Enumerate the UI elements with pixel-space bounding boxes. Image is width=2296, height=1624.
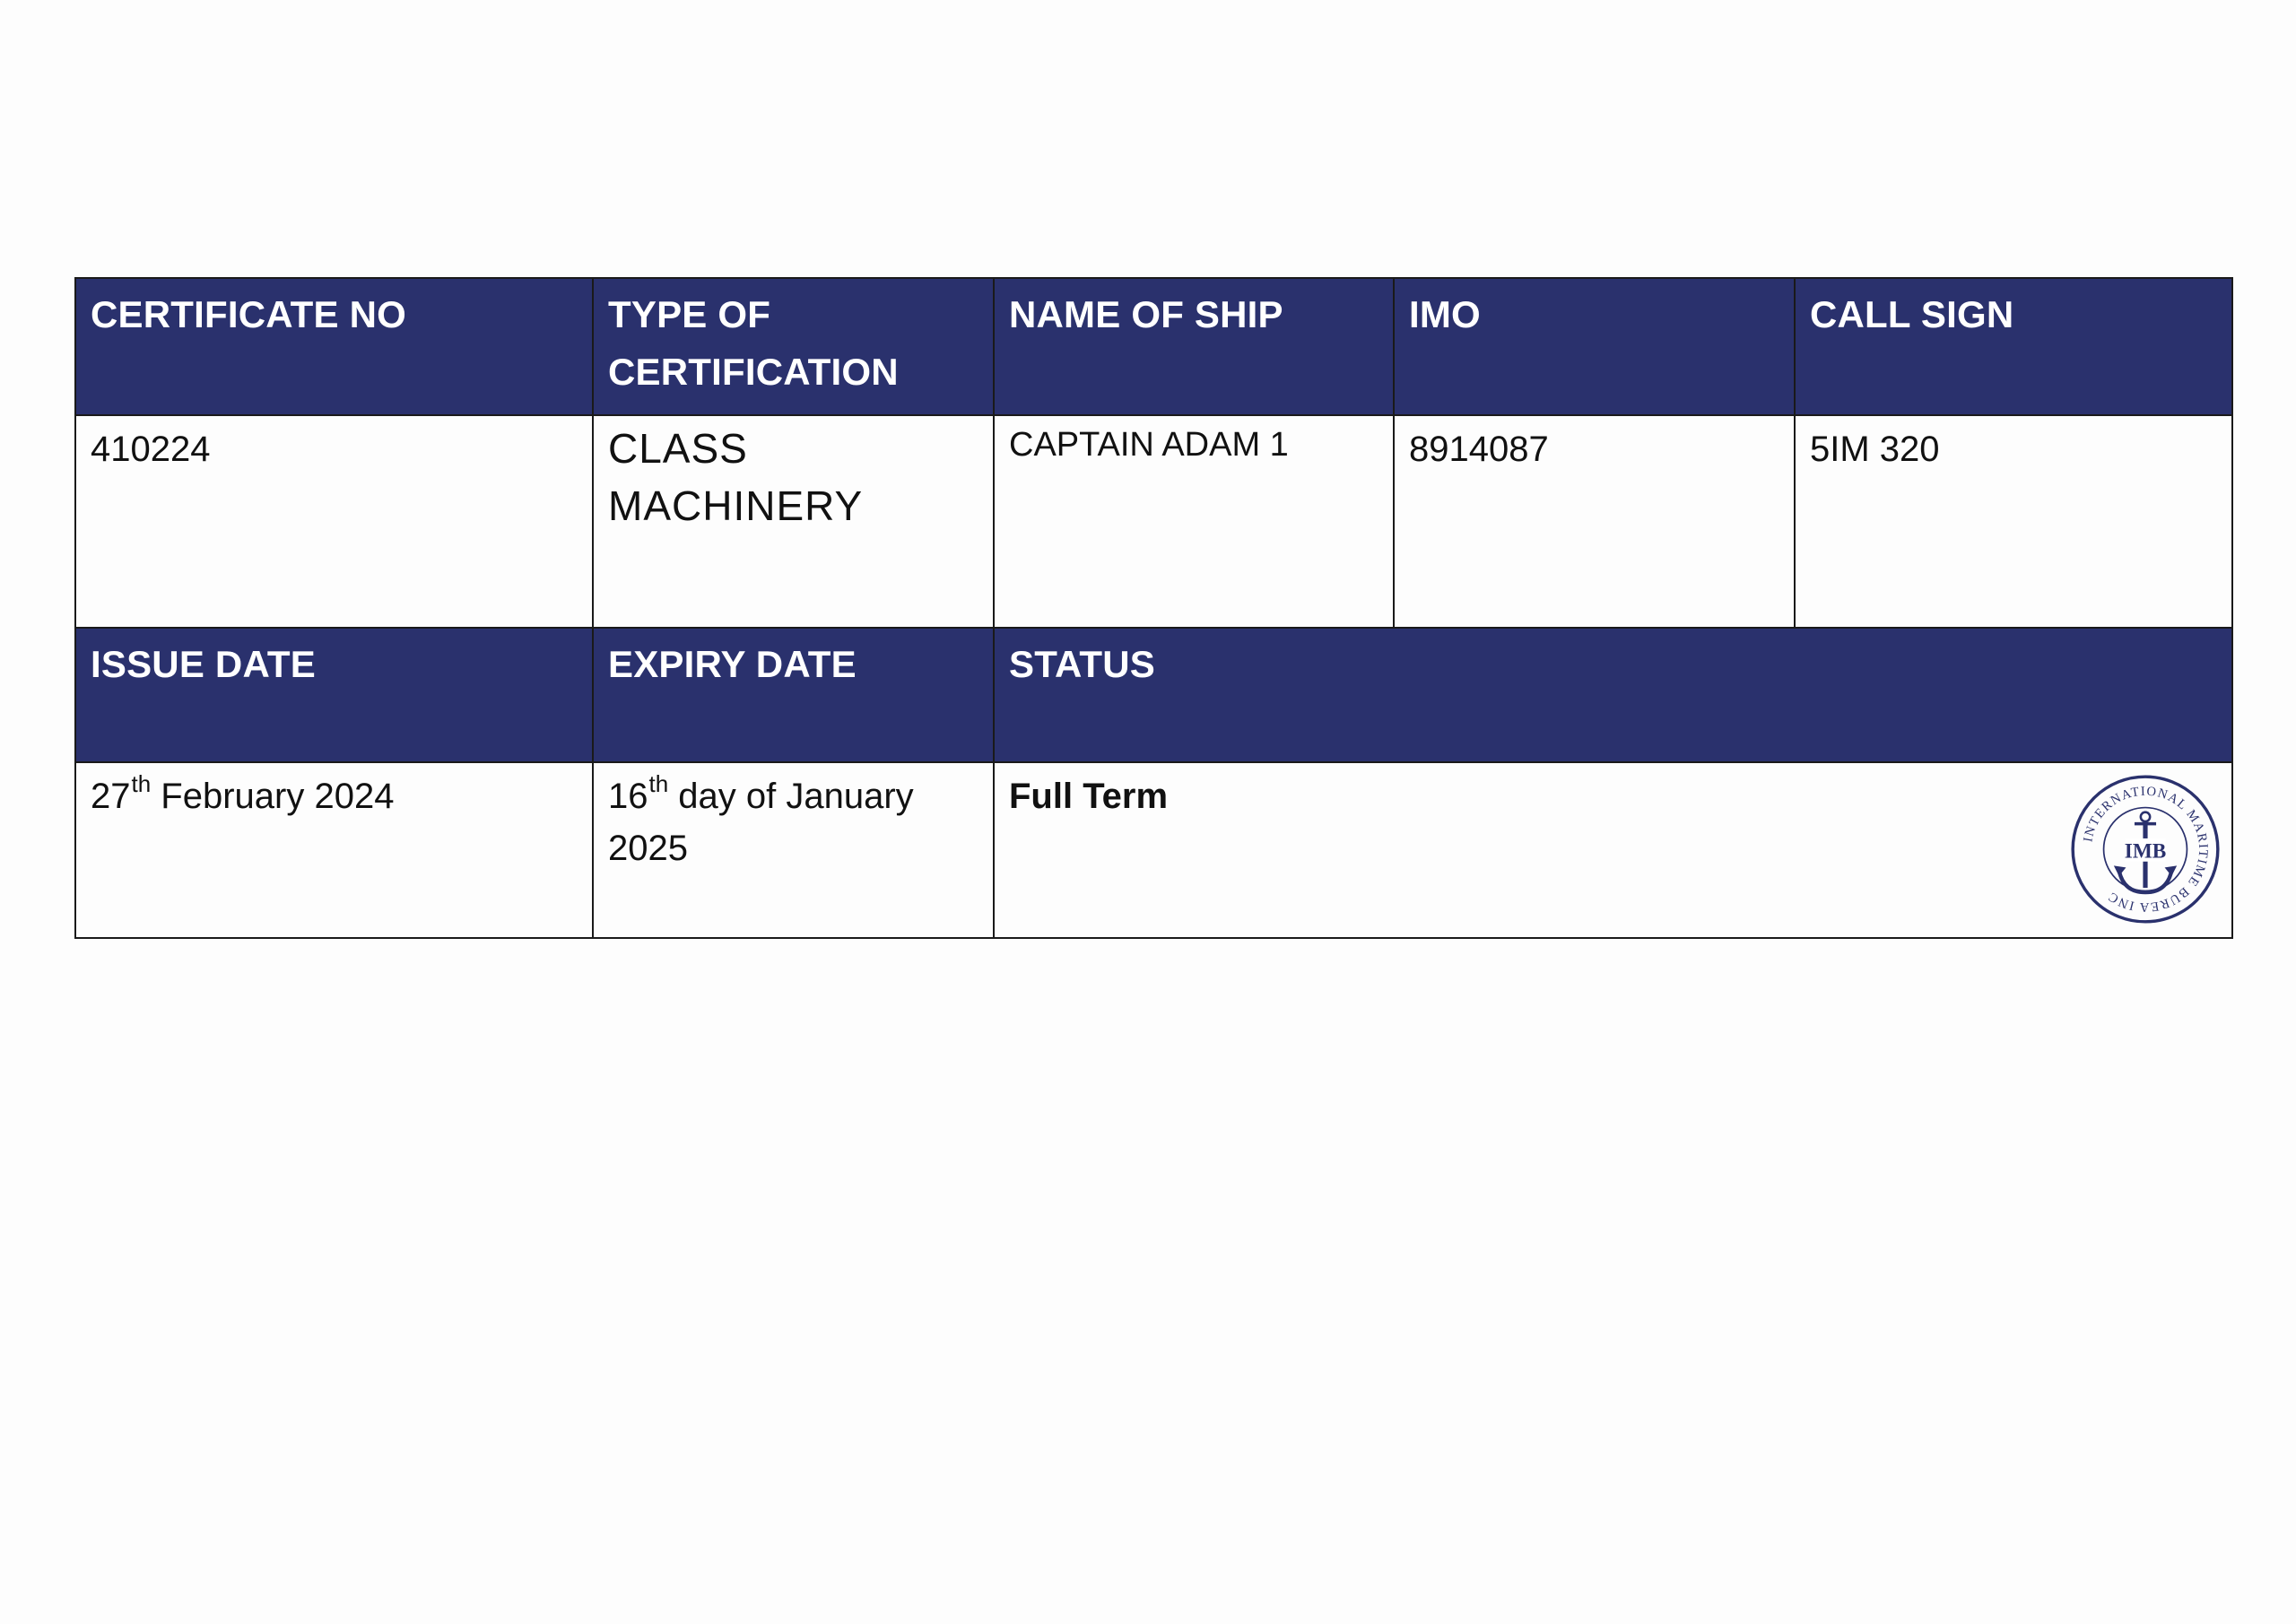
seal-center-text: IMB <box>2124 839 2167 864</box>
expiry-date-ordinal: th <box>648 770 669 797</box>
issue-date-ordinal: th <box>131 770 152 797</box>
issue-date-rest: February 2024 <box>151 777 395 816</box>
expiry-date-value <box>593 762 994 938</box>
status-value: Full Term <box>1009 777 1169 816</box>
certification-type-value <box>593 415 994 628</box>
call-sign-value: 5IM 320 <box>1795 415 2232 628</box>
seal-ring-text: INTERNATIONAL MARITIME BUREA INC <box>2081 784 2211 915</box>
certification-type-line1: CLASS <box>608 425 748 472</box>
header-certificate-no: CERTIFICATE NO <box>75 278 593 415</box>
status-value-cell <box>994 762 2232 938</box>
ship-name-value: CAPTAIN ADAM 1 <box>994 415 1394 628</box>
header-issue-date: ISSUE DATE <box>75 628 593 762</box>
header-imo: IMO <box>1394 278 1795 415</box>
header-call-sign: CALL SIGN <box>1795 278 2232 415</box>
certificate-table <box>74 277 2233 939</box>
header-row-2 <box>75 628 2232 762</box>
imo-value: 8914087 <box>1394 415 1795 628</box>
header-row-1 <box>75 278 2232 415</box>
imb-seal-stamp <box>2068 772 2222 926</box>
header-expiry-date: EXPIRY DATE <box>593 628 994 762</box>
expiry-date-day: 16 <box>608 777 648 816</box>
data-row-1 <box>75 415 2232 628</box>
certificate-no-value: 410224 <box>75 415 593 628</box>
certification-type-line2: MACHINERY <box>608 482 864 529</box>
issue-date-value <box>75 762 593 938</box>
header-name-of-ship: NAME OF SHIP <box>994 278 1394 415</box>
issue-date-day: 27 <box>91 777 131 816</box>
data-row-2 <box>75 762 2232 938</box>
header-type-of-certification: TYPE OF CERTIFICATION <box>593 278 994 415</box>
expiry-date-rest: day of January 2025 <box>608 777 914 868</box>
header-status: STATUS <box>994 628 2232 762</box>
